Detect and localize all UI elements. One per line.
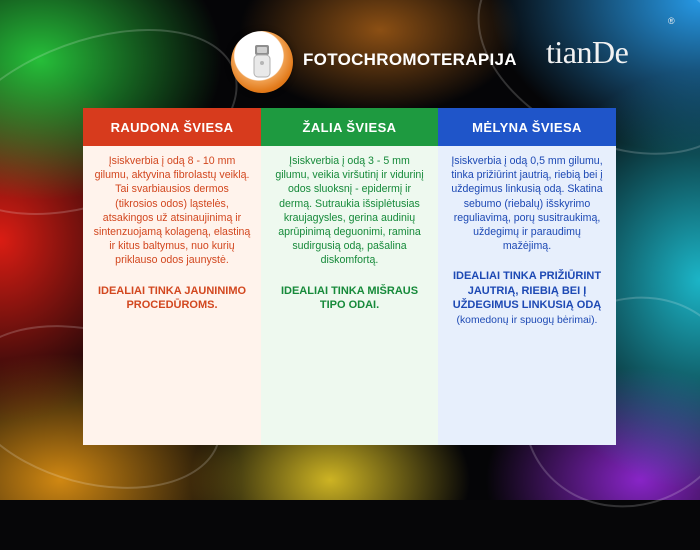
registered-mark: ®	[668, 16, 675, 26]
device-icon	[252, 43, 272, 79]
column-body	[261, 146, 438, 445]
column-tagline	[448, 269, 606, 328]
column-description: Įsiskverbia į odą 3 - 5 mm gilumu, veikia viršutinį ir vidurinį odos sluoksnį - epidermį ir dermą. Sutraukia išsiplėtusias kraujagysles, gerina audinių aprūpinimą deguonimi, ramina sudirgusią odą, pašalina diskomfortą.	[275, 155, 424, 267]
column-description: Įsiskverbia į odą 8 - 10 mm gilumu, aktyvina fibrolastų veiklą. Tai svarbiausios dermos (tikrosios odos) ląstelės, atsakingos už atsinaujinimą ir sintenzuojamą kolageną, elastiną ir kitus baltymus, nuo kurių priklauso odos jaunystė.	[93, 155, 251, 267]
column-heading: ŽALIA ŠVIESA	[261, 108, 438, 146]
column-heading: RAUDONA ŠVIESA	[83, 108, 261, 146]
column-red-light	[83, 108, 261, 445]
light-therapy-table	[83, 108, 616, 445]
column-blue-light	[438, 108, 616, 445]
column-description: Įsiskverbia į odą 0,5 mm gilumu, tinka prižiūrint jautrią, riebią bei į uždegimus linkusią odą. Skatina sebumo (riebalų) išskyrimo reguliavimą, porų susitraukimą, uždegimų ir paraudimų mažėjimą.	[451, 155, 603, 253]
brand-logo: tianDe	[546, 34, 629, 70]
column-heading: MĖLYNA ŠVIESA	[438, 108, 616, 146]
column-body	[83, 146, 261, 445]
column-body	[438, 146, 616, 445]
page-title: FOTOCHROMOTERAPIJA	[303, 50, 517, 69]
column-tagline: IDEALIAI TINKA JAUNINIMO PROCEDŪROMS.	[97, 284, 247, 312]
tagline-note: (komedonų ir spuogų bėrimai).	[456, 314, 598, 326]
tagline-text: IDEALIAI TINKA PRIŽIŪRINT JAUTRIĄ, RIEBIĄ BEI Į UŽDEGIMUS LINKUSIĄ ODĄ	[452, 270, 602, 312]
column-tagline: IDEALIAI TINKA MIŠRAUS TIPO ODAI.	[280, 284, 419, 312]
column-green-light	[261, 108, 438, 445]
light-therapy-device-icon	[231, 31, 293, 93]
